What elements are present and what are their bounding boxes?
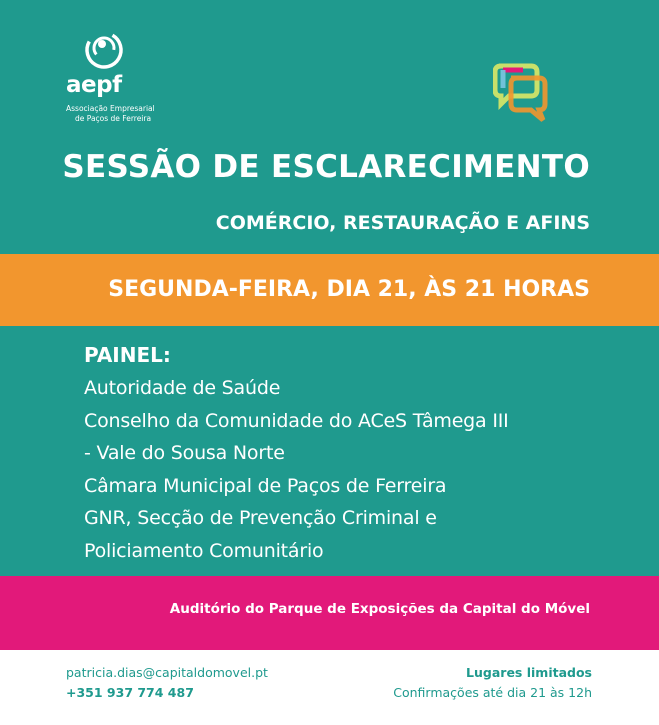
contact-phone[interactable]: +351 937 774 487 — [66, 685, 194, 700]
event-subtitle: COMÉRCIO, RESTAURAÇÃO E AFINS — [215, 212, 590, 234]
painel-item: GNR, Secção de Prevenção Criminal e — [84, 507, 437, 529]
contact-email[interactable]: patricia.dias@capitaldomovel.pt — [66, 665, 268, 680]
venue-text: Auditório do Parque de Exposições da Capital do Móvel — [169, 601, 590, 617]
painel-item: - Vale do Sousa Norte — [84, 442, 285, 464]
painel-item: Autoridade de Saúde — [84, 377, 281, 399]
speech-bubble-logo-icon — [493, 60, 553, 126]
event-title: SESSÃO DE ESCLARECIMENTO — [62, 149, 590, 185]
aepf-logo — [62, 28, 162, 128]
painel-item: Policiamento Comunitário — [84, 539, 324, 562]
brand-logo — [493, 60, 593, 126]
swirl-logo-icon — [82, 28, 126, 72]
painel-label: PAINEL: — [84, 343, 171, 367]
aepf-logo-subtitle-2: de Paços de Ferreira — [75, 114, 152, 123]
painel-item: Conselho da Comunidade do ACeS Tâmega III — [84, 409, 509, 432]
limited-seats-note: Lugares limitados — [466, 665, 592, 680]
confirmation-deadline-note: Confirmações até dia 21 às 12h — [393, 685, 592, 700]
aepf-logo-name: aepf — [66, 72, 122, 98]
event-date: SEGUNDA-FEIRA, DIA 21, ÀS 21 HORAS — [108, 277, 590, 302]
painel-item: Câmara Municipal de Paços de Ferreira — [84, 474, 447, 497]
painel-list — [84, 372, 509, 567]
aepf-logo-subtitle-1: Associação Empresarial — [66, 104, 155, 113]
